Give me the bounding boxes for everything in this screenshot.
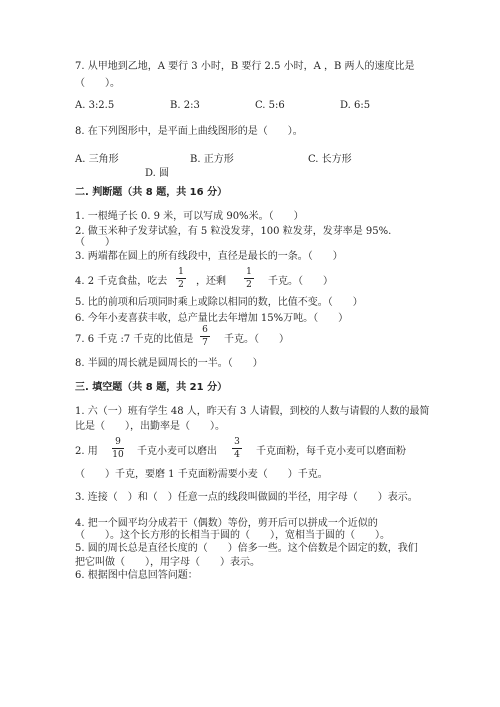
fraction-denominator: 2 [246, 280, 252, 290]
fraction-denominator: 7 [202, 338, 208, 348]
s2-item-3: 3. 两端都在圆上的所有线段中，直径是最长的一条。（ ） [75, 251, 343, 262]
s3-item-2-fraction-1 [112, 437, 124, 460]
s2-item-7-a: 7. 6 千克 :7 千克的比值是 [75, 334, 194, 345]
s2-item-4-b: ，还剩 [196, 276, 226, 287]
s3-item-5-line1: 5. 圆的周长总是直径长度的（ ）倍多一些。这个倍数是个固定的数，我们 [75, 543, 418, 554]
fraction-numerator: 1 [178, 267, 184, 277]
s2-item-7-fraction [200, 325, 210, 348]
fraction-numerator: 1 [246, 267, 252, 277]
s3-item-1-line2: 比是（ ），出勤率是（ ）。 [75, 421, 225, 432]
s3-item-5-line2: 把它叫做（ ），用字母（ ）表示。 [75, 557, 260, 568]
q7-option-a: A. 3:2.5 [75, 100, 115, 111]
q7-option-b: B. 2:3 [170, 100, 200, 111]
fraction-numerator: 6 [202, 325, 208, 335]
s3-item-2-a: 2. 用 [75, 446, 98, 457]
section3-title: 三. 填空题（共 8 题，共 21 分） [75, 382, 228, 393]
fraction-numerator: 3 [234, 437, 240, 447]
fraction-bar [232, 448, 242, 449]
s3-item-2-line2: （ ）千克，要磨 1 千克面粉需要小麦（ ）千克。 [75, 469, 328, 480]
section2-title: 二. 判断题（共 8 题，共 16 分） [75, 187, 228, 198]
fraction-bar [176, 278, 186, 279]
s2-item-7-b: 千克。（ ） [224, 334, 289, 345]
fraction-denominator: 10 [112, 450, 124, 460]
s3-item-3: 3. 连接（ ）和（ ）任意一点的线段叫做圆的半径，用字母（ ）表示。 [75, 492, 418, 503]
s3-item-4-line1: 4. 把一个圆平均分成若干（偶数）等份，剪开后可以拼成一个近似的 [75, 518, 378, 529]
q7-option-c: C. 5:6 [255, 100, 285, 111]
s2-item-4-c: 千克。（ ） [268, 276, 333, 287]
fraction-denominator: 4 [234, 450, 240, 460]
s2-item-8: 8. 半圆的周长就是圆周长的一半。（ ） [75, 358, 263, 369]
s2-item-5: 5. 比的前项和后项同时乘上或除以相同的数，比值不变。（ ） [75, 297, 363, 308]
s2-item-1: 1. 一根绳子长 0. 9 米，可以写成 90%米。（ ） [75, 211, 304, 222]
fraction-bar [244, 278, 254, 279]
s3-item-2-b: 千克小麦可以磨出 [137, 446, 217, 457]
q7-stem-line2: （ ）。 [75, 78, 120, 89]
q8-option-b: B. 正方形 [190, 154, 234, 165]
s2-item-6: 6. 今年小麦喜获丰收，总产量比去年增加 15%万吨。（ ） [75, 313, 349, 324]
s3-item-1-line1: 1. 六（一）班有学生 48 人，昨天有 3 人请假，到校的人数与请假的人数的最简 [75, 406, 430, 417]
s2-item-4-a: 4. 2 千克食盐，吃去 [75, 276, 168, 287]
q8-option-d: D. 圆 [145, 168, 170, 179]
fraction-bar [112, 448, 124, 449]
s3-item-6: 6. 根据图中信息回答问题： [75, 570, 198, 581]
q8-stem: 8. 在下列图形中，是平面上曲线图形的是（ ）。 [75, 126, 303, 137]
s2-item-2-line1: 2. 做玉米种子发芽试验，有 5 粒没发芽，100 粒发芽，发芽率是 95%. [75, 226, 392, 237]
s3-item-4-line2: （ ）。这个长方形的长相当于圆的（ ），宽相当于圆的（ ）。 [75, 530, 390, 541]
fraction-denominator: 2 [178, 280, 184, 290]
q7-stem-line1: 7. 从甲地到乙地，A 要行 3 小时，B 要行 2.5 小时，A ，B 两人的速度比是 [75, 61, 415, 72]
q7-option-d: D. 6:5 [340, 100, 371, 111]
fraction-numerator: 9 [115, 437, 121, 447]
q8-option-a: A. 三角形 [75, 154, 119, 165]
s3-item-2-fraction-2 [232, 437, 242, 460]
q8-option-c: C. 长方形 [308, 154, 352, 165]
fraction-bar [200, 336, 210, 337]
s2-item-4-fraction-2 [244, 267, 254, 290]
s3-item-2-c: 千克面粉，每千克小麦可以磨面粉 [256, 446, 406, 457]
s2-item-4-fraction-1 [176, 267, 186, 290]
s2-item-2-line2: （ ） [75, 237, 115, 248]
